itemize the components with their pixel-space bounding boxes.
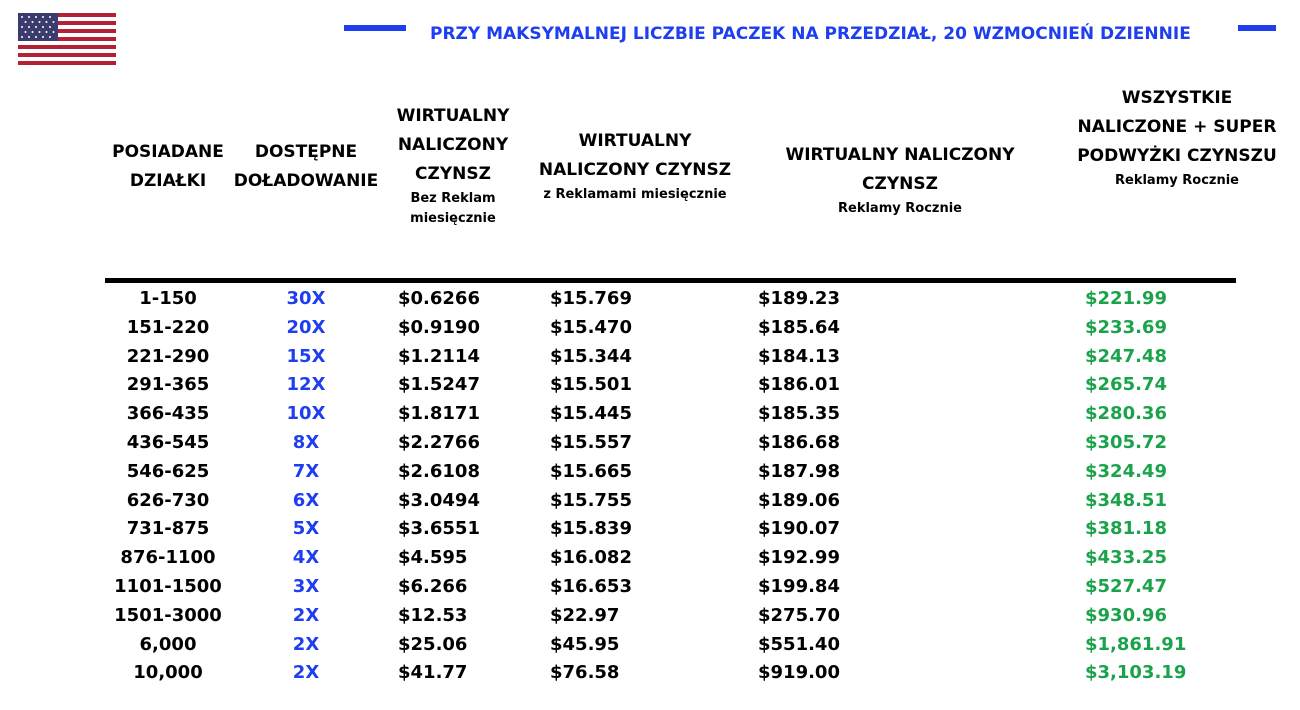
- rent-yearly-cell: $189.06: [758, 489, 840, 511]
- rent-no-ads-cell: $25.06: [398, 633, 468, 655]
- column-header-label: POSIADANE DZIAŁKI: [112, 142, 224, 191]
- rent-with-ads-cell: $45.95: [550, 633, 620, 655]
- rent-yearly-cell: $199.84: [758, 575, 840, 597]
- table-row: [0, 285, 1300, 314]
- rent-with-ads-cell: $15.755: [550, 489, 632, 511]
- rent-with-ads-cell: $16.082: [550, 547, 632, 569]
- total-super-cell: $247.48: [1085, 345, 1167, 367]
- table-row: [0, 458, 1300, 487]
- rent-no-ads-cell: $0.6266: [398, 288, 480, 309]
- plots-cell: 546-625: [126, 460, 210, 482]
- boost-cell: 2X: [292, 633, 320, 655]
- rent-no-ads-cell: $2.2766: [398, 431, 480, 453]
- rent-with-ads-cell: $76.58: [550, 662, 620, 684]
- total-super-cell: $265.74: [1085, 374, 1167, 396]
- column-header-label: WIRTUALNY NALICZONY CZYNSZ: [785, 145, 1015, 194]
- title-accent-bar-left: [344, 25, 406, 31]
- column-header-label: WSZYSTKIE NALICZONE + SUPER PODWYŻKI CZYNSZU: [1077, 88, 1277, 166]
- rent-no-ads-cell: $1.8171: [398, 403, 480, 425]
- table-row: [0, 602, 1300, 631]
- column-header-rent-no-ads: [388, 102, 518, 229]
- table-row: [0, 314, 1300, 343]
- table-row: [0, 487, 1300, 516]
- rent-no-ads-cell: $41.77: [398, 662, 468, 684]
- total-super-cell: $348.51: [1085, 489, 1167, 511]
- plots-cell: 291-365: [126, 374, 210, 396]
- boost-cell: 2X: [292, 662, 320, 684]
- table-row: [0, 429, 1300, 458]
- boost-cell: 2X: [292, 604, 320, 626]
- title-accent-bar-right: [1238, 25, 1276, 31]
- total-super-cell: $381.18: [1085, 518, 1167, 540]
- rent-yearly-cell: $919.00: [758, 662, 840, 684]
- total-super-cell: $280.36: [1085, 403, 1167, 425]
- boost-cell: 10X: [286, 403, 326, 425]
- rent-yearly-cell: $187.98: [758, 460, 840, 482]
- table-row: [0, 515, 1300, 544]
- table-row: [0, 343, 1300, 372]
- boost-cell: 12X: [286, 374, 326, 396]
- plots-cell: 10,000: [133, 662, 203, 684]
- column-header-label: WIRTUALNY NALICZONY CZYNSZ: [396, 106, 510, 184]
- rent-no-ads-cell: $3.6551: [398, 518, 480, 540]
- column-header-rent-with-ads: [530, 127, 740, 205]
- boost-cell: 15X: [286, 345, 326, 367]
- rent-yearly-cell: $551.40: [758, 633, 840, 655]
- rent-with-ads-cell: $15.501: [550, 374, 632, 396]
- page-title: PRZY MAKSYMALNEJ LICZBIE PACZEK NA PRZEDZIAŁ, 20 WZMOCNIEŃ DZIENNIE: [430, 24, 1191, 44]
- boost-cell: 3X: [292, 575, 320, 597]
- column-header-plots: [108, 138, 228, 196]
- column-header-total-super: [1072, 84, 1282, 191]
- rent-with-ads-cell: $22.97: [550, 604, 620, 626]
- rent-yearly-cell: $190.07: [758, 518, 840, 540]
- rent-with-ads-cell: $15.445: [550, 403, 632, 425]
- table-row: [0, 371, 1300, 400]
- total-super-cell: $324.49: [1085, 460, 1167, 482]
- plots-cell: 626-730: [126, 489, 210, 511]
- rent-with-ads-cell: $16.653: [550, 575, 632, 597]
- rent-yearly-cell: $184.13: [758, 345, 840, 367]
- boost-cell: 6X: [292, 489, 320, 511]
- rent-yearly-cell: $185.35: [758, 403, 840, 425]
- plots-cell: 6,000: [139, 633, 197, 655]
- total-super-cell: $1,861.91: [1085, 633, 1187, 655]
- total-super-cell: $3,103.19: [1085, 662, 1187, 684]
- rent-yearly-cell: $192.99: [758, 547, 840, 569]
- column-header-sublabel: Bez Reklam miesięcznie: [410, 191, 496, 226]
- table-body: [0, 285, 1300, 688]
- boost-cell: 4X: [292, 547, 320, 569]
- rent-with-ads-cell: $15.557: [550, 431, 632, 453]
- total-super-cell: $930.96: [1085, 604, 1167, 626]
- rent-no-ads-cell: $6.266: [398, 575, 468, 597]
- boost-cell: 7X: [292, 460, 320, 482]
- table-row: [0, 400, 1300, 429]
- total-super-cell: $233.69: [1085, 316, 1167, 338]
- boost-cell: 20X: [286, 316, 326, 338]
- table-row: [0, 544, 1300, 573]
- rent-yearly-cell: $186.01: [758, 374, 840, 396]
- rent-no-ads-cell: $4.595: [398, 547, 468, 569]
- rent-with-ads-cell: $15.769: [550, 288, 632, 309]
- header-divider: [105, 278, 1236, 283]
- table-row: [0, 659, 1300, 688]
- column-header-sublabel: Reklamy Rocznie: [1115, 173, 1239, 188]
- table-row: [0, 573, 1300, 602]
- column-header-sublabel: Reklamy Rocznie: [838, 201, 962, 216]
- boost-cell: 8X: [292, 431, 320, 453]
- column-header-boost: [232, 138, 380, 196]
- rent-with-ads-cell: $15.344: [550, 345, 632, 367]
- plots-cell: 1101-1500: [114, 575, 222, 597]
- rent-with-ads-cell: $15.839: [550, 518, 632, 540]
- rent-no-ads-cell: $0.9190: [398, 316, 480, 338]
- rent-no-ads-cell: $12.53: [398, 604, 468, 626]
- rent-yearly-cell: $185.64: [758, 316, 840, 338]
- boost-cell: 30X: [286, 288, 326, 309]
- rent-yearly-cell: $186.68: [758, 431, 840, 453]
- column-header-label: DOSTĘPNE DOŁADOWANIE: [233, 142, 379, 191]
- plots-cell: 366-435: [126, 403, 210, 425]
- rent-with-ads-cell: $15.665: [550, 460, 632, 482]
- plots-cell: 731-875: [126, 518, 210, 540]
- total-super-cell: $527.47: [1085, 575, 1167, 597]
- plots-cell: 876-1100: [120, 547, 216, 569]
- rent-no-ads-cell: $1.5247: [398, 374, 480, 396]
- rent-no-ads-cell: $2.6108: [398, 460, 480, 482]
- column-header-sublabel: z Reklamami miesięcznie: [543, 187, 727, 202]
- total-super-cell: $221.99: [1085, 288, 1167, 309]
- column-header-rent-yearly: [750, 141, 1050, 219]
- total-super-cell: $433.25: [1085, 547, 1167, 569]
- rent-with-ads-cell: $15.470: [550, 316, 632, 338]
- plots-cell: 436-545: [126, 431, 210, 453]
- us-flag-icon: [18, 13, 116, 65]
- plots-cell: 221-290: [126, 345, 210, 367]
- rent-no-ads-cell: $3.0494: [398, 489, 480, 511]
- column-header-label: WIRTUALNY NALICZONY CZYNSZ: [538, 131, 732, 180]
- rent-no-ads-cell: $1.2114: [398, 345, 480, 367]
- rent-yearly-cell: $275.70: [758, 604, 840, 626]
- plots-cell: 1501-3000: [114, 604, 222, 626]
- total-super-cell: $305.72: [1085, 431, 1167, 453]
- table-row: [0, 631, 1300, 660]
- rent-yearly-cell: $189.23: [758, 288, 840, 309]
- plots-cell: 1-150: [139, 288, 197, 309]
- boost-cell: 5X: [292, 518, 320, 540]
- plots-cell: 151-220: [126, 316, 210, 338]
